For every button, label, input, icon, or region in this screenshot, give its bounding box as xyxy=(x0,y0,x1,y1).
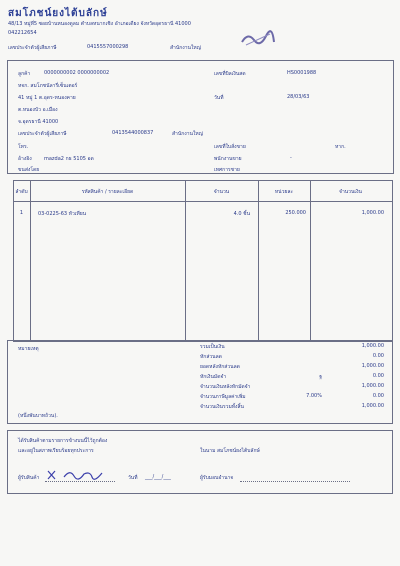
receiver-signature xyxy=(46,468,106,482)
row-no: 1 xyxy=(19,210,24,216)
customer-label: ลูกค้า xyxy=(18,71,31,77)
col-divider-2 xyxy=(185,180,186,341)
table-header-divider xyxy=(13,201,392,202)
summary-extra: 7.00% xyxy=(306,393,322,399)
customer-address-1: 41 หมู่ 1 ต.อุดร-หนองคาย xyxy=(18,95,76,101)
summary-label: ยอดหลังหักส่วนลด xyxy=(200,364,240,370)
summary-value: 1,000.00 xyxy=(361,363,384,369)
stamp-signature xyxy=(240,30,276,48)
col-divider-1 xyxy=(30,180,31,341)
company-tax-id: 0415557000298 xyxy=(87,44,129,50)
col-divider-3 xyxy=(258,180,259,341)
customer-ref-label: อ้างอิง xyxy=(18,156,32,162)
customer-tax-id: 0413544000837 xyxy=(112,130,154,136)
customer-ref-value: mazda2 กธ 5105 อด xyxy=(44,156,94,162)
summary-label: จำนวนเงินหลังหักมัดจำ xyxy=(200,384,251,390)
authorized-sign-line xyxy=(240,481,350,482)
header-qty: จำนวน xyxy=(213,189,230,195)
customer-branch: สำนักงานใหญ่ xyxy=(172,131,203,137)
amount-in-words: (หนึ่งพันบาทถ้วน). xyxy=(18,413,58,419)
summary-label: หักส่วนลด xyxy=(200,354,222,360)
customer-tax-label: เลขประจำตัวผู้เสียภาษี xyxy=(18,131,67,137)
row-desc: 03-0225-63 หัวเทียน xyxy=(38,211,87,217)
doc-no-value: HS0001988 xyxy=(287,70,317,76)
company-branch: สำนักงานใหญ่ xyxy=(170,45,201,51)
doc-seller-label: พนักงานขาย xyxy=(214,156,242,162)
doc-terms-label: เทศการชาย xyxy=(214,167,240,173)
summary-extra: ฐ xyxy=(319,374,322,380)
doc-date-label: วันที่ xyxy=(214,95,224,101)
summary-value: 1,000.00 xyxy=(361,343,384,349)
company-tax-label: เลขประจำตัวผู้เสียภาษี xyxy=(8,45,57,51)
doc-no-label: เลขที่บิลเงินสด xyxy=(214,71,246,77)
receiver-label: ผู้รับสินค้า xyxy=(18,475,40,481)
summary-value: 1,000.00 xyxy=(361,383,384,389)
summary-value: 1,000.00 xyxy=(361,403,384,409)
doc-page-label: หาก. xyxy=(335,144,346,150)
header-price: หน่วยละ xyxy=(274,189,294,195)
summary-label: จำนวนเงินรวมทั้งสิ้น xyxy=(200,404,244,410)
row-price: 250.000 xyxy=(285,210,306,216)
customer-name: หจก. สมโภชนัลารี่เซ็นเตอร์ xyxy=(18,83,78,89)
header-amount: จำนวนเงิน xyxy=(339,189,362,195)
header-no: ลำดับ xyxy=(15,189,28,195)
items-table xyxy=(13,180,393,342)
received-line-1: ได้รับสินค้าตามรายการข้างบนนี้ไว้ถูกต้อง xyxy=(18,438,108,444)
date-blanks: ___/___/___ xyxy=(145,474,171,480)
customer-ship-label: ขนส่งโดย xyxy=(18,167,40,173)
company-phone: 042212654 xyxy=(8,30,37,36)
company-sign-label: ในนาม สมโภชน์ยงไต้บลักษ์ xyxy=(200,448,260,454)
date-label: วันที่ xyxy=(128,475,138,481)
company-address: 48/13 หมู่ที่5 ซอยบ้านหนองดูลม ตำบลหนากเชิง อำเภอเดียง จังหวัดอุดรธานี 41000 xyxy=(8,21,191,27)
doc-quote-label: เลขที่ใบสั่งขาย xyxy=(214,144,246,150)
customer-address-3: จ.อุดรธานี 41000 xyxy=(18,119,59,125)
summary-value: 0.00 xyxy=(372,373,384,379)
received-line-2: และอยู่ในสภาพเรียบร้อยทุกประการ xyxy=(18,448,94,454)
customer-address-2: ต.หนองบัว อ.เมือง xyxy=(18,107,58,113)
row-amount: 1,000.00 xyxy=(361,210,384,216)
row-qty: 4.0 ชิ้น xyxy=(233,211,250,217)
col-divider-4 xyxy=(310,180,311,341)
company-name: สมโภชน์ยงไต้บลักษ์ xyxy=(8,8,108,19)
summary-label: รวมเป็นเงิน xyxy=(200,344,225,350)
customer-codes: 0000000002 0000000002 xyxy=(44,70,110,76)
authorized-label: ผู้รับมอบอำนาจ xyxy=(200,475,234,481)
summary-label: หักเงินมัดจำ xyxy=(200,374,227,380)
summary-label: จำนวนภาษีมูลค่าเพิ่ม xyxy=(200,394,246,400)
summary-value: 0.00 xyxy=(372,353,384,359)
doc-date-value: 28/03/63 xyxy=(287,94,310,100)
remark-label: หมายเหตุ xyxy=(18,346,39,352)
doc-seller-value: - xyxy=(290,155,292,161)
customer-phone-label: โทร. xyxy=(18,144,29,150)
header-desc: รหัสสินค้า / รายละเอียด xyxy=(81,189,134,195)
summary-value: 0.00 xyxy=(372,393,384,399)
